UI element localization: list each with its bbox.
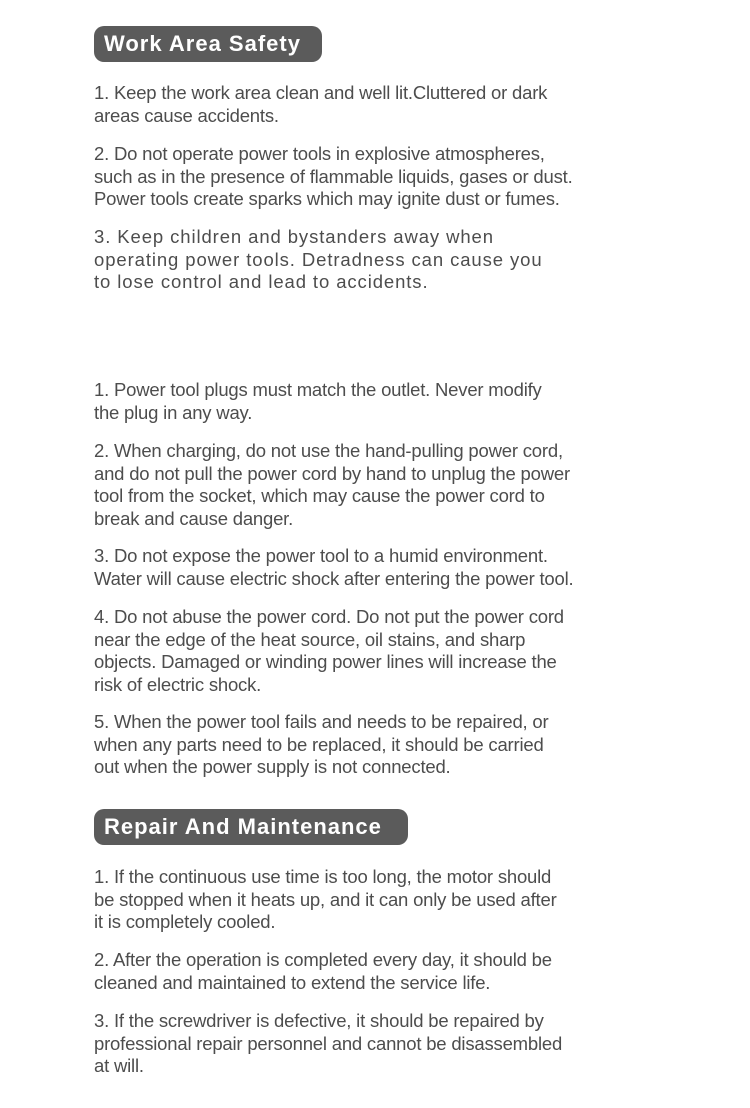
text-line: risk of electric shock. bbox=[94, 673, 262, 695]
text-line: break and cause danger. bbox=[94, 507, 294, 529]
text-line: operating power tools. Detradness can cause you bbox=[94, 248, 543, 270]
text-line: at will. bbox=[94, 1055, 144, 1076]
text-line: 5. When the power tool fails and needs to be repaired, or bbox=[94, 711, 549, 732]
section-heading-repair-and-maintenance: Repair And Maintenance bbox=[94, 809, 408, 845]
text-line: Power tools create sparks which may ignite dust or fumes. bbox=[94, 188, 560, 209]
electrical-safety-item-1 bbox=[94, 379, 624, 424]
repair-item-2 bbox=[94, 949, 624, 994]
text-line: objects. Damaged or winding power lines will increase the bbox=[94, 651, 557, 672]
repair-item-3 bbox=[94, 1010, 624, 1078]
text-line: out when the power supply is not connected. bbox=[94, 756, 451, 777]
text-line: 3. Do not expose the power tool to a humid environment. bbox=[94, 545, 548, 566]
electrical-safety-item-3 bbox=[94, 545, 624, 590]
section-heading-work-area-safety: Work Area Safety bbox=[94, 26, 322, 62]
electrical-safety-item-4 bbox=[94, 606, 624, 696]
text-line: to lose control and lead to accidents. bbox=[94, 271, 429, 292]
text-line: Water will cause electric shock after entering the power tool. bbox=[94, 567, 574, 589]
text-line: 1. Power tool plugs must match the outlet. Never modify bbox=[94, 379, 542, 400]
text-line: it is completely cooled. bbox=[94, 911, 276, 932]
text-line: 2. When charging, do not use the hand-pulling power cord, bbox=[94, 440, 563, 461]
text-line: 3. Keep children and bystanders away when bbox=[94, 226, 494, 247]
work-area-safety-item-3 bbox=[94, 226, 624, 294]
text-line: near the edge of the heat source, oil stains, and sharp bbox=[94, 628, 526, 650]
work-area-safety-item-1 bbox=[94, 82, 624, 127]
work-area-safety-item-2 bbox=[94, 143, 624, 211]
electrical-safety-item-5 bbox=[94, 711, 624, 779]
text-line: 2. Do not operate power tools in explosive atmospheres, bbox=[94, 143, 545, 164]
text-line: 2. After the operation is completed every day, it should be bbox=[94, 949, 552, 970]
text-line: professional repair personnel and cannot be disassembled bbox=[94, 1032, 563, 1054]
text-line: the plug in any way. bbox=[94, 401, 253, 423]
text-line: 3. If the screwdriver is defective, it should be repaired by bbox=[94, 1010, 544, 1031]
text-line: 4. Do not abuse the power cord. Do not put the power cord bbox=[94, 606, 564, 627]
text-line: tool from the socket, which may cause the power cord to bbox=[94, 485, 545, 506]
electrical-safety-item-2 bbox=[94, 440, 624, 530]
text-line: 1. Keep the work area clean and well lit.Cluttered or dark bbox=[94, 82, 548, 103]
text-line: when any parts need to be replaced, it should be carried bbox=[94, 733, 544, 755]
text-line: areas cause accidents. bbox=[94, 104, 279, 126]
text-line: be stopped when it heats up, and it can only be used after bbox=[94, 888, 557, 910]
repair-item-1 bbox=[94, 866, 624, 934]
text-line: and do not pull the power cord by hand to unplug the power bbox=[94, 462, 570, 484]
text-line: such as in the presence of flammable liquids, gases or dust. bbox=[94, 165, 573, 187]
text-line: 1. If the continuous use time is too long, the motor should bbox=[94, 866, 552, 887]
text-line: cleaned and maintained to extend the service life. bbox=[94, 971, 491, 993]
